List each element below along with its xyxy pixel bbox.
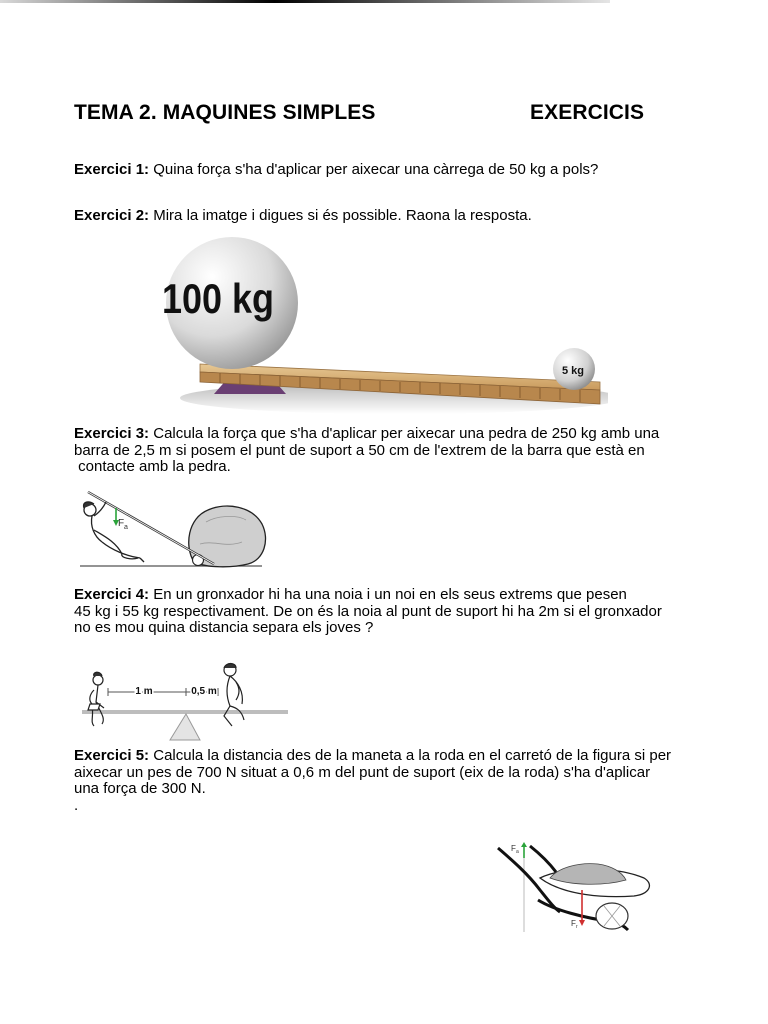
wheelbarrow-figure [494,838,658,934]
force-label: F [118,518,125,529]
boy-figure [224,664,244,727]
exercise-1 [74,162,714,179]
section-heading: EXERCICIS [530,101,645,124]
crowbar-figure [76,486,272,572]
exercise-3-line-3: contacte amb la pedra. [74,458,231,475]
lever-balls-image [160,236,608,422]
small-ball-label: 5 kg [561,365,585,377]
exercise-5-line-2: aixecar un pes de 700 N situat a 0,6 m del punt de suport (eix de la roda) s'ha d'aplicar [74,763,651,781]
applied-force-label: F [511,844,516,853]
exercise-2-label: Exercici 2: [74,207,150,224]
wheelbarrow-load [550,864,626,885]
resistance-label: F [571,919,576,928]
exercise-3-line-1: Calcula la força que s'ha d'aplicar per aixecar una pedra de 250 kg amb una [153,425,660,442]
girl-figure [88,672,104,726]
exercise-1-text: Quina força s'ha d'aplicar per aixecar una càrrega de 50 kg a pols? [153,161,599,178]
person-pulling [84,502,144,562]
exercise-4-line-3: no es mou quina distancia separa els joves ? [74,619,374,636]
force-label-sub: a [124,524,128,531]
exercise-3-line-2: barra de 2,5 m si posem el punt de suport a 50 cm de l'extrem de la barra que està en [74,441,645,459]
left-distance-label: 1 m [135,686,153,697]
exercise-4 [74,587,714,637]
exercise-4-line-2: 45 kg i 55 kg respectivament. De on és la noia al punt de suport hi ha 2m si el gronxador [74,602,662,620]
exercise-2 [74,208,714,225]
exercise-5-label: Exercici 5: [74,747,150,764]
exercise-2-text: Mira la imatge i digues si és possible. Raona la resposta. [153,207,532,224]
exercise-3 [74,426,714,476]
exercise-5-line-3: una força de 300 N. [74,780,206,797]
seesaw-fulcrum [170,714,200,740]
exercise-3-label: Exercici 3: [74,425,150,442]
exercise-4-label: Exercici 4: [74,586,150,603]
page-title: TEMA 2. MAQUINES SIMPLES [74,101,376,124]
seesaw-figure [78,660,290,744]
big-ball-label: 100 kg [161,276,275,323]
exercise-5-line-4: . [74,796,79,814]
exercise-5-line-1: Calcula la distancia des de la maneta a la roda en el carretó de la figura si per [153,747,672,764]
resistance-label-sub: r [576,924,578,930]
exercise-5 [74,748,714,814]
exercise-4-line-1: En un gronxador hi ha una noia i un noi en els seus extrems que pesen [153,586,627,603]
top-rule [0,0,610,3]
right-distance-label: 0,5 m [191,686,217,697]
exercise-1-label: Exercici 1: [74,161,150,178]
seesaw-plank [82,710,288,714]
applied-force-label-sub: a [516,849,519,855]
